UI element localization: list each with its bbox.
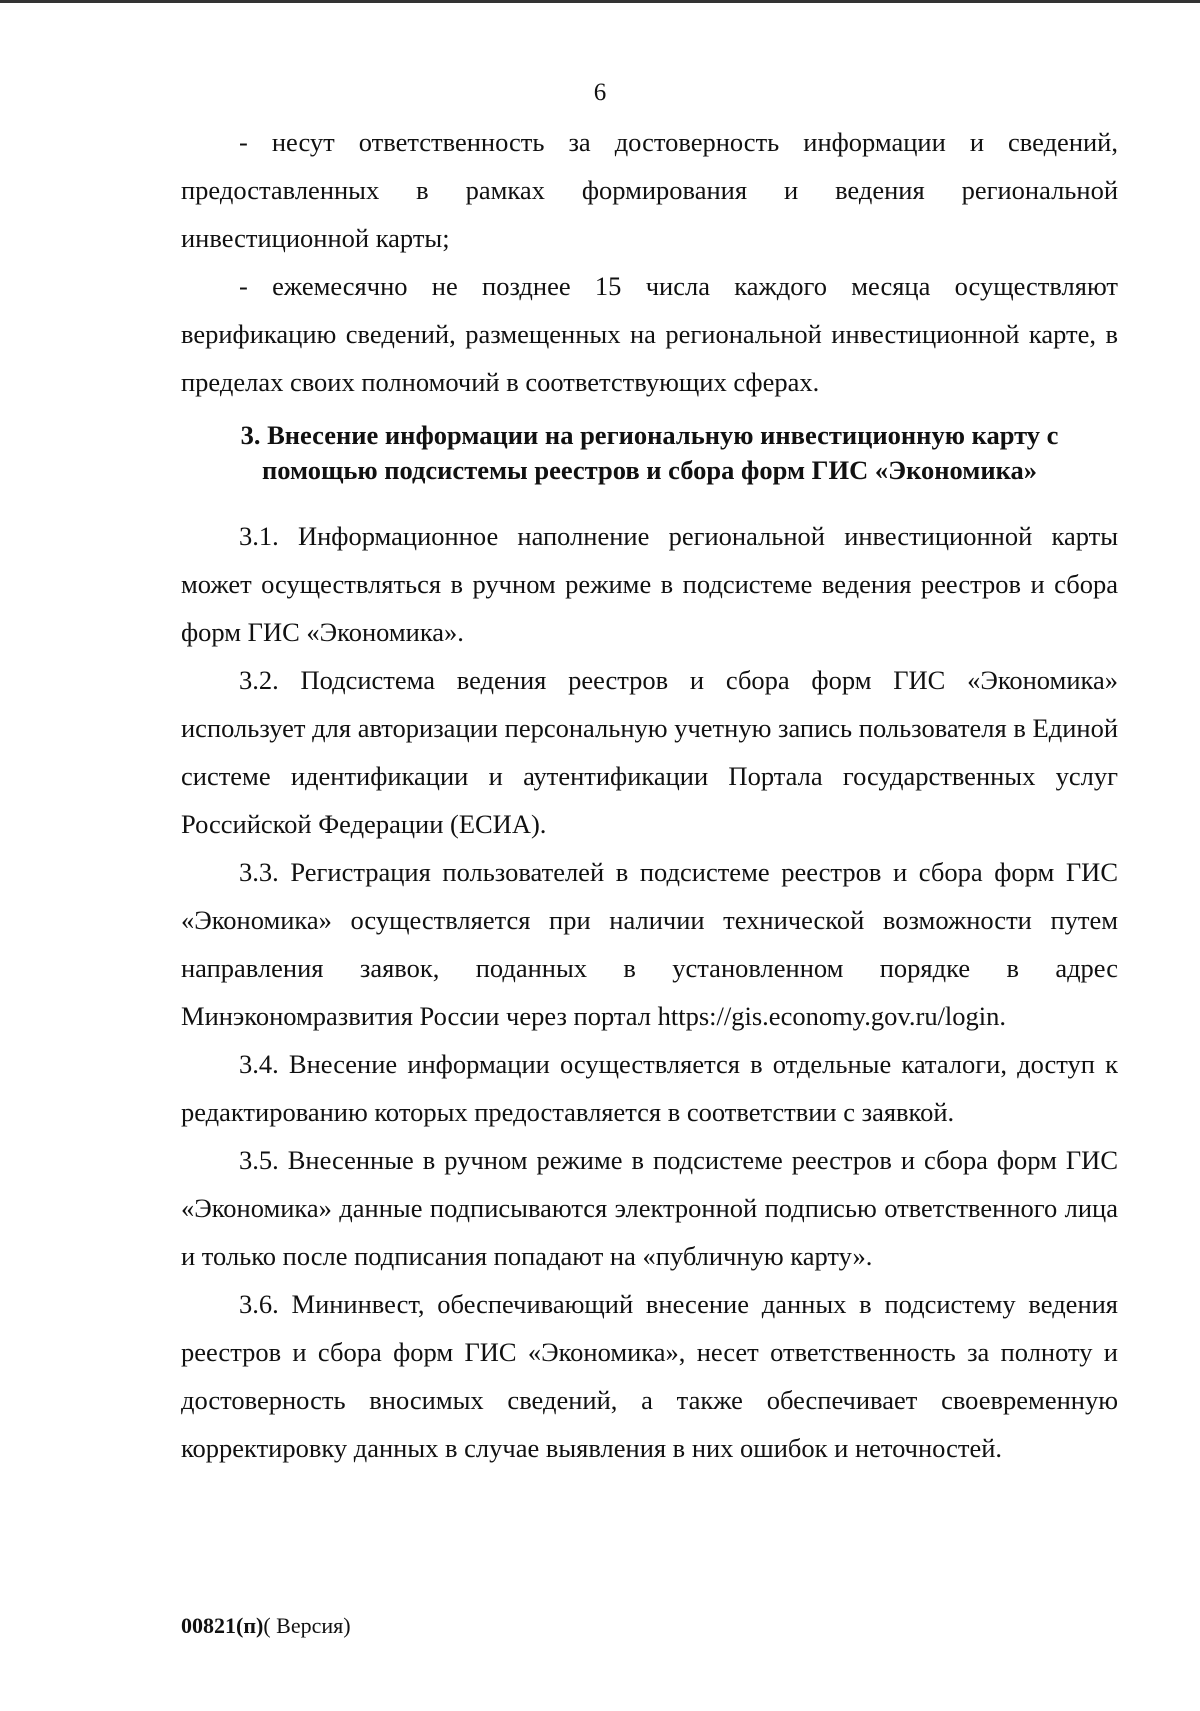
paragraph-3-5: 3.5. Внесенные в ручном режиме в подсистеме реестров и сбора форм ГИС «Экономика» данные подписываются электронной подписью ответственного лица и только после подписания попадают на «публичную карту».	[181, 1145, 1118, 1271]
page-number: 6	[593, 79, 607, 106]
document-body	[181, 118, 1118, 1472]
paragraph-3-6: 3.6. Мининвест, обеспечивающий внесение данных в подсистему ведения реестров и сбора форм ГИС «Экономика», несет ответственность за полноту и достоверность вносимых сведений, а также обеспечивает своевременную корректировку данных в случае выявления в них ошибок и неточностей.	[181, 1289, 1118, 1463]
paragraph-responsibility: - несут ответственность за достоверность информации и сведений, предоставленных в рамках формирования и ведения региональной инвестиционной карты;	[181, 127, 1118, 253]
document-version: ( Версия)	[263, 1613, 351, 1638]
top-border-line	[0, 0, 1200, 3]
paragraph-3-1: 3.1. Информационное наполнение региональной инвестиционной карты может осуществляться в ручном режиме в подсистеме ведения реестров и сбора форм ГИС «Экономика».	[181, 521, 1118, 647]
paragraph-3-4: 3.4. Внесение информации осуществляется в отдельные каталоги, доступ к редактированию которых предоставляется в соответствии с заявкой.	[181, 1049, 1118, 1127]
document-code: 00821(п)	[181, 1613, 264, 1638]
paragraph-3-3: 3.3. Регистрация пользователей в подсистеме реестров и сбора форм ГИС «Экономика» осуществляется при наличии технической возможности путем направления заявок, поданных в установленном порядке в адрес Минэкономразвития России через портал https://gis.economy.gov.ru/login.	[181, 857, 1118, 1031]
document-footer	[181, 1612, 351, 1640]
section-3-heading	[181, 418, 1118, 488]
paragraph-3-2: 3.2. Подсистема ведения реестров и сбора форм ГИС «Экономика» использует для авторизации персональную учетную запись пользователя в Единой системе идентификации и аутентификации Портала государственных услуг Российской Федерации (ЕСИА).	[181, 665, 1118, 839]
section-3-heading-line-1: 3. Внесение информации на региональную инвестиционную карту с	[240, 420, 1059, 450]
section-3-heading-line-2: помощью подсистемы реестров и сбора форм ГИС «Экономика»	[262, 455, 1037, 485]
paragraph-verification: - ежемесячно не позднее 15 числа каждого месяца осуществляют верификацию сведений, размещенных на региональной инвестиционной карте, в пределах своих полномочий в соответствующих сферах.	[181, 271, 1118, 397]
